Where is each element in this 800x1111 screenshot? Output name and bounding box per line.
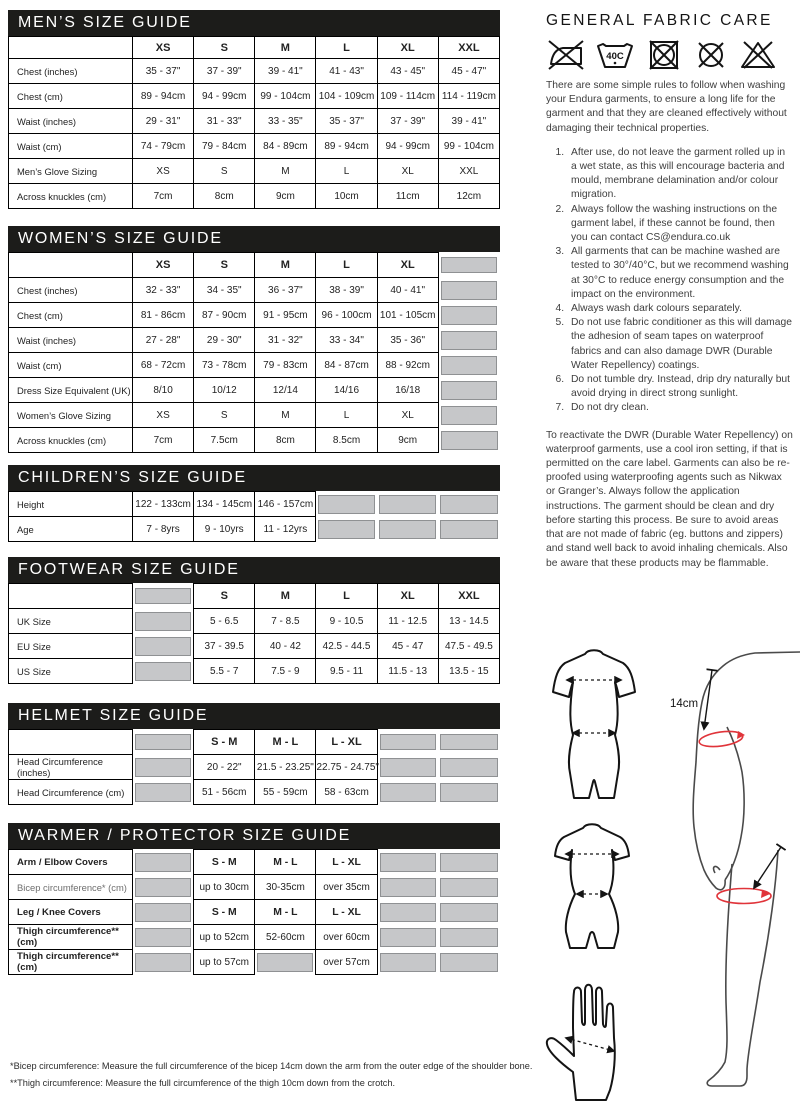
size-value-cell: 88 - 92cm	[377, 353, 438, 378]
size-value-cell: 29 - 31"	[133, 109, 194, 134]
size-value-cell: 55 - 59cm	[255, 780, 316, 805]
table-row	[9, 609, 500, 634]
childrens-size-table	[8, 491, 500, 542]
footnote-thigh: **Thigh circumference: Measure the full circumference of the thigh 10cm down from the crotch.	[10, 1078, 396, 1089]
size-value-cell: 10cm	[316, 184, 377, 209]
bicep-circumference-ellipse	[698, 729, 744, 749]
size-value-cell: 109 - 114cm	[377, 84, 438, 109]
fabric-care-rule: 2. Always follow the washing instructions on the garment label, if these cannot be found, then you can contact CS@endura.co.uk	[567, 203, 793, 246]
size-value-cell: 39 - 41"	[255, 59, 316, 84]
table-row	[9, 875, 500, 900]
row-label-cell: Women’s Glove Sizing	[9, 403, 133, 428]
section-title-bar	[8, 823, 500, 849]
size-header-cell: XS	[133, 37, 194, 59]
size-value-cell: M - L	[255, 900, 316, 925]
size-value-cell: 37 - 39"	[194, 59, 255, 84]
size-value-cell: 99 - 104cm	[438, 134, 499, 159]
section-title: MEN’S SIZE GUIDE	[18, 14, 192, 31]
size-value-cell: 38 - 39"	[316, 278, 377, 303]
size-value-cell: L	[316, 159, 377, 184]
size-value-cell: 40 - 41"	[377, 278, 438, 303]
row-label-cell: UK Size	[9, 609, 133, 634]
size-value-cell: 84 - 89cm	[255, 134, 316, 159]
blank-header-cell	[9, 584, 133, 609]
section-title: WARMER / PROTECTOR SIZE GUIDE	[18, 827, 352, 844]
empty-cell	[438, 492, 499, 517]
table-row	[9, 159, 500, 184]
childrens-size-guide-section	[8, 465, 500, 542]
size-value-cell: XXL	[438, 159, 499, 184]
row-label-cell: Head Circumference (cm)	[9, 780, 133, 805]
table-row	[9, 492, 500, 517]
size-value-cell: 31 - 33"	[194, 109, 255, 134]
table-row	[9, 950, 500, 975]
empty-cell	[438, 403, 499, 428]
empty-cell	[133, 584, 194, 609]
mens-size-table	[8, 36, 500, 209]
empty-cell	[133, 730, 194, 755]
size-header-cell: XL	[377, 37, 438, 59]
size-value-cell: 8cm	[255, 428, 316, 453]
size-header-cell: XS	[133, 253, 194, 278]
womens-size-table	[8, 252, 500, 453]
fabric-care-rules-list	[546, 146, 793, 416]
table-row	[9, 403, 500, 428]
size-value-cell: up to 52cm	[194, 925, 255, 950]
empty-cell	[438, 925, 499, 950]
size-value-cell: 101 - 105cm	[377, 303, 438, 328]
fabric-care-rule: 7. Do not dry clean.	[567, 401, 793, 415]
helmet-size-table	[8, 729, 500, 805]
row-label-cell: Chest (cm)	[9, 303, 133, 328]
empty-cell	[438, 353, 499, 378]
do-not-dry-clean-icon	[693, 38, 729, 72]
table-row	[9, 900, 500, 925]
size-value-cell: 20 - 22"	[194, 755, 255, 780]
empty-cell	[377, 875, 438, 900]
size-value-cell: XL	[377, 159, 438, 184]
size-value-cell: L	[316, 403, 377, 428]
size-value-cell: 35 - 37"	[316, 109, 377, 134]
table-row	[9, 59, 500, 84]
womens-size-guide-section	[8, 226, 500, 453]
size-header-cell: S	[194, 37, 255, 59]
size-value-cell: 134 - 145cm	[194, 492, 255, 517]
mens-size-guide-section	[8, 10, 500, 209]
table-row	[9, 109, 500, 134]
row-label-cell: Dress Size Equivalent (UK)	[9, 378, 133, 403]
size-value-cell: 7 - 8yrs	[133, 517, 194, 542]
fabric-care-intro: There are some simple rules to follow when washing your Endura garments, to ensure a long life for the garment and that they are cleaned effectively without damaging their technical properties.	[546, 80, 787, 134]
empty-cell	[377, 900, 438, 925]
size-value-cell: 84 - 87cm	[316, 353, 377, 378]
machine-wash-40c-icon	[595, 38, 635, 72]
do-not-bleach-icon	[738, 38, 778, 72]
empty-cell	[438, 253, 499, 278]
size-value-cell: 79 - 84cm	[194, 134, 255, 159]
hand-diagram	[547, 985, 615, 1100]
size-value-cell: 27 - 28"	[133, 328, 194, 353]
size-value-cell: 9.5 - 11	[316, 659, 377, 684]
row-label-cell: US Size	[9, 659, 133, 684]
empty-cell	[377, 950, 438, 975]
empty-cell	[438, 428, 499, 453]
row-label-cell: Men’s Glove Sizing	[9, 159, 133, 184]
empty-cell	[133, 900, 194, 925]
size-header-cell: L	[316, 253, 377, 278]
empty-cell	[438, 378, 499, 403]
size-header-cell: S	[194, 253, 255, 278]
section-title-bar	[8, 703, 500, 729]
table-row	[9, 780, 500, 805]
size-value-cell: 22.75 - 24.75"	[316, 755, 377, 780]
table-row	[9, 428, 500, 453]
table-row	[9, 925, 500, 950]
measurement-diagrams	[540, 632, 800, 1111]
size-value-cell: 87 - 90cm	[194, 303, 255, 328]
size-value-cell: S - M	[194, 850, 255, 875]
empty-cell	[377, 925, 438, 950]
size-value-cell: 29 - 30"	[194, 328, 255, 353]
size-header-cell: L	[316, 37, 377, 59]
size-header-cell: XL	[377, 584, 438, 609]
size-header-cell: S	[194, 584, 255, 609]
size-value-cell: 40 - 42	[255, 634, 316, 659]
empty-cell	[133, 609, 194, 634]
size-value-cell: 68 - 72cm	[133, 353, 194, 378]
do-not-iron-icon	[546, 38, 586, 72]
row-label-cell: Waist (inches)	[9, 109, 133, 134]
size-value-cell: 33 - 35"	[255, 109, 316, 134]
section-title-bar	[8, 465, 500, 491]
empty-cell	[316, 492, 377, 517]
empty-cell	[133, 925, 194, 950]
size-value-cell: 41 - 43"	[316, 59, 377, 84]
size-value-cell: 114 - 119cm	[438, 84, 499, 109]
empty-cell	[133, 875, 194, 900]
size-header-cell: XXL	[438, 37, 499, 59]
table-row	[9, 84, 500, 109]
size-value-cell: M - L	[255, 850, 316, 875]
do-not-tumble-dry-icon	[644, 38, 684, 72]
empty-cell	[438, 303, 499, 328]
size-value-cell: L - XL	[316, 850, 377, 875]
size-value-cell: over 35cm	[316, 875, 377, 900]
empty-cell	[438, 780, 499, 805]
size-value-cell: 36 - 37"	[255, 278, 316, 303]
size-value-cell: 8/10	[133, 378, 194, 403]
section-title: CHILDREN’S SIZE GUIDE	[18, 469, 247, 486]
empty-cell	[438, 850, 499, 875]
footnote-bicep: *Bicep circumference: Measure the full circumference of the bicep 14cm down the arm from the outer edge of the shoulder bone.	[10, 1061, 533, 1071]
size-value-cell: 58 - 63cm	[316, 780, 377, 805]
size-value-cell: 73 - 78cm	[194, 353, 255, 378]
section-title: FOOTWEAR SIZE GUIDE	[18, 561, 240, 578]
row-label-cell: Across knuckles (cm)	[9, 428, 133, 453]
size-tables-column	[8, 10, 500, 975]
size-value-cell: 33 - 34"	[316, 328, 377, 353]
size-value-cell: over 57cm	[316, 950, 377, 975]
size-header-cell: M	[255, 584, 316, 609]
fabric-care-title: GENERAL FABRIC CARE	[546, 12, 773, 29]
fabric-care-rule: 3. All garments that can be machine washed are tested to 30°/40°C, but we recommend washing at 30°C to reduce energy consumption and the impact on the environment.	[567, 245, 793, 302]
empty-cell	[133, 850, 194, 875]
fabric-care-rule: 5. Do not use fabric conditioner as this will damage the adhesion of seam tapes on waterproof fabrics and can also damage DWR (Durable Water Repellency) coatings.	[567, 316, 793, 373]
size-value-cell: 9 - 10yrs	[194, 517, 255, 542]
size-value-cell: 9cm	[377, 428, 438, 453]
empty-cell	[255, 950, 316, 975]
warmer-protector-size-table	[8, 849, 500, 975]
size-value-cell: 9 - 10.5	[316, 609, 377, 634]
blank-header-cell	[9, 253, 133, 278]
size-value-cell: 7.5cm	[194, 428, 255, 453]
empty-cell	[316, 517, 377, 542]
size-header-cell: XL	[377, 253, 438, 278]
size-value-cell: 51 - 56cm	[194, 780, 255, 805]
table-row	[9, 278, 500, 303]
size-value-cell: 96 - 100cm	[316, 303, 377, 328]
size-value-cell: 8.5cm	[316, 428, 377, 453]
size-value-cell: 14/16	[316, 378, 377, 403]
wash-temp-label: 40C	[606, 51, 624, 62]
size-value-cell: XS	[133, 159, 194, 184]
size-value-cell: over 60cm	[316, 925, 377, 950]
size-value-cell: 43 - 45"	[377, 59, 438, 84]
size-value-cell: 35 - 36"	[377, 328, 438, 353]
row-label-cell: Bicep circumference* (cm)	[9, 875, 133, 900]
size-value-cell: 5 - 6.5	[194, 609, 255, 634]
size-value-cell: 94 - 99cm	[377, 134, 438, 159]
size-header-cell: M	[255, 37, 316, 59]
size-value-cell: 13.5 - 15	[438, 659, 499, 684]
size-value-cell: 79 - 83cm	[255, 353, 316, 378]
footwear-size-table	[8, 583, 500, 684]
empty-cell	[133, 659, 194, 684]
section-title: HELMET SIZE GUIDE	[18, 707, 209, 724]
footwear-size-guide-section	[8, 557, 500, 684]
table-row	[9, 850, 500, 875]
size-value-cell: up to 30cm	[194, 875, 255, 900]
empty-cell	[377, 780, 438, 805]
size-value-cell: 146 - 157cm	[255, 492, 316, 517]
helmet-size-guide-section	[8, 703, 500, 805]
footnotes	[10, 1058, 570, 1093]
size-value-cell: 81 - 86cm	[133, 303, 194, 328]
size-value-cell: 10/12	[194, 378, 255, 403]
size-value-cell: 7cm	[133, 428, 194, 453]
size-value-cell: 74 - 79cm	[133, 134, 194, 159]
row-label-cell: Age	[9, 517, 133, 542]
row-label-cell: Chest (inches)	[9, 278, 133, 303]
size-value-cell: 5.5 - 7	[194, 659, 255, 684]
empty-cell	[133, 950, 194, 975]
empty-cell	[377, 517, 438, 542]
table-row	[9, 634, 500, 659]
fabric-care-rule: 1. After use, do not leave the garment rolled up in a wet state, as this will encourage bacteria and mould, membrane delamination and/or colour migration.	[567, 146, 793, 203]
laundry-icons-row	[546, 38, 793, 72]
size-value-cell: 104 - 109cm	[316, 84, 377, 109]
size-value-cell: 21.5 - 23.25"	[255, 755, 316, 780]
section-title-bar	[8, 226, 500, 252]
size-header-cell: S - M	[194, 730, 255, 755]
empty-cell	[133, 634, 194, 659]
table-row	[9, 184, 500, 209]
empty-cell	[438, 278, 499, 303]
empty-cell	[377, 492, 438, 517]
size-value-cell: 13 - 14.5	[438, 609, 499, 634]
row-label-cell: Height	[9, 492, 133, 517]
size-value-cell: L - XL	[316, 900, 377, 925]
blank-header-cell	[9, 37, 133, 59]
empty-cell	[438, 517, 499, 542]
empty-cell	[377, 730, 438, 755]
dwr-reproof-paragraph: To reactivate the DWR (Durable Water Repellency) on waterproof garments, use a cool iron setting, if that is permitted on the care label. Garments can also be re-proofed using waterproofing agents such as Nikwax or Granger’s. Always follow the application instructions. The garment should be clean and dry before starting this process. Be sure to avoid areas that are not made of fabric (eg. buttons and zippers) and stand well back to avoid inhaling chemicals. Also be aware that these products may be flammable.	[546, 429, 793, 569]
size-value-cell: S	[194, 403, 255, 428]
size-value-cell: 52-60cm	[255, 925, 316, 950]
size-value-cell: 30-35cm	[255, 875, 316, 900]
size-header-cell: L - XL	[316, 730, 377, 755]
empty-cell	[377, 850, 438, 875]
empty-cell	[438, 900, 499, 925]
size-value-cell: 99 - 104cm	[255, 84, 316, 109]
fabric-care-column	[546, 12, 793, 571]
size-value-cell: 89 - 94cm	[133, 84, 194, 109]
size-value-cell: 42.5 - 44.5	[316, 634, 377, 659]
warmer-protector-size-guide-section	[8, 823, 500, 975]
row-label-cell: Across knuckles (cm)	[9, 184, 133, 209]
size-value-cell: 34 - 35"	[194, 278, 255, 303]
row-label-cell: Waist (inches)	[9, 328, 133, 353]
size-value-cell: 7 - 8.5	[255, 609, 316, 634]
empty-cell	[438, 755, 499, 780]
table-row	[9, 328, 500, 353]
row-label-cell: Leg / Knee Covers	[9, 900, 133, 925]
row-label-cell: Head Circumference (inches)	[9, 755, 133, 780]
size-value-cell: 11 - 12.5	[377, 609, 438, 634]
size-value-cell: 122 - 133cm	[133, 492, 194, 517]
row-label-cell: Arm / Elbow Covers	[9, 850, 133, 875]
empty-cell	[133, 780, 194, 805]
empty-cell	[438, 328, 499, 353]
size-value-cell: 7cm	[133, 184, 194, 209]
empty-cell	[133, 755, 194, 780]
table-row	[9, 134, 500, 159]
row-label-cell: Chest (cm)	[9, 84, 133, 109]
arm-measure-label: 14cm	[670, 698, 699, 710]
size-value-cell: 7.5 - 9	[255, 659, 316, 684]
row-label-cell: Thigh circumference** (cm)	[9, 950, 133, 975]
size-value-cell: 8cm	[194, 184, 255, 209]
fabric-care-rule: 6. Do not tumble dry. Instead, drip dry naturally but avoid drying in direct strong sunlight.	[567, 373, 793, 401]
size-value-cell: 35 - 37"	[133, 59, 194, 84]
empty-cell	[377, 755, 438, 780]
table-row	[9, 517, 500, 542]
blank-header-cell	[9, 730, 133, 755]
size-value-cell: 12/14	[255, 378, 316, 403]
empty-cell	[438, 875, 499, 900]
size-value-cell: 37 - 39"	[377, 109, 438, 134]
size-value-cell: 39 - 41"	[438, 109, 499, 134]
size-value-cell: 32 - 33"	[133, 278, 194, 303]
size-value-cell: S	[194, 159, 255, 184]
empty-cell	[438, 950, 499, 975]
section-title-bar	[8, 10, 500, 36]
row-label-cell: Waist (cm)	[9, 134, 133, 159]
size-header-cell: M - L	[255, 730, 316, 755]
table-row	[9, 659, 500, 684]
row-label-cell: EU Size	[9, 634, 133, 659]
size-value-cell: M	[255, 403, 316, 428]
size-value-cell: XS	[133, 403, 194, 428]
table-row	[9, 353, 500, 378]
table-row	[9, 755, 500, 780]
size-value-cell: S - M	[194, 900, 255, 925]
size-value-cell: 47.5 - 49.5	[438, 634, 499, 659]
size-value-cell: 45 - 47	[377, 634, 438, 659]
size-value-cell: 11.5 - 13	[377, 659, 438, 684]
empty-cell	[438, 730, 499, 755]
table-row	[9, 378, 500, 403]
size-value-cell: 94 - 99cm	[194, 84, 255, 109]
size-header-cell: L	[316, 584, 377, 609]
size-value-cell: 91 - 95cm	[255, 303, 316, 328]
size-value-cell: 11cm	[377, 184, 438, 209]
size-value-cell: 89 - 94cm	[316, 134, 377, 159]
row-label-cell: Thigh circumference** (cm)	[9, 925, 133, 950]
size-value-cell: 31 - 32"	[255, 328, 316, 353]
male-torso-diagram	[553, 650, 635, 798]
size-value-cell: 37 - 39.5	[194, 634, 255, 659]
row-label-cell: Waist (cm)	[9, 353, 133, 378]
size-value-cell: M	[255, 159, 316, 184]
arm-14cm-arrow	[704, 670, 712, 729]
section-title-bar	[8, 557, 500, 583]
size-header-cell: M	[255, 253, 316, 278]
size-value-cell: 11 - 12yrs	[255, 517, 316, 542]
size-value-cell: 12cm	[438, 184, 499, 209]
section-title: WOMEN’S SIZE GUIDE	[18, 230, 223, 247]
fabric-care-rule: 4. Always wash dark colours separately.	[567, 302, 793, 316]
female-torso-diagram	[555, 824, 629, 948]
table-row	[9, 303, 500, 328]
row-label-cell: Chest (inches)	[9, 59, 133, 84]
size-value-cell: XL	[377, 403, 438, 428]
size-value-cell: 45 - 47"	[438, 59, 499, 84]
size-value-cell: 16/18	[377, 378, 438, 403]
size-header-cell: XXL	[438, 584, 499, 609]
leg-diagram	[707, 850, 778, 1086]
size-value-cell: 9cm	[255, 184, 316, 209]
size-value-cell: up to 57cm	[194, 950, 255, 975]
